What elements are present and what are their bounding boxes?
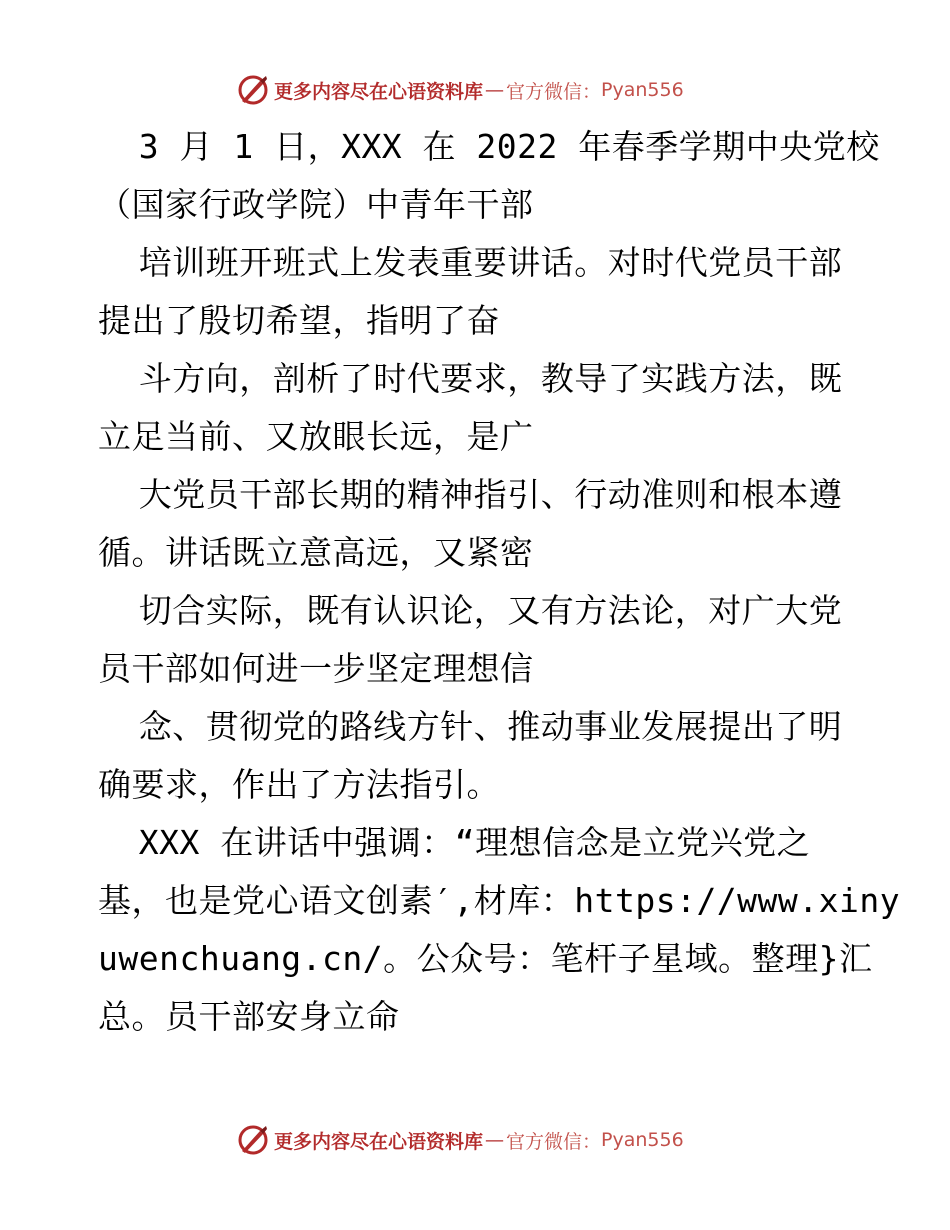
footer-banner (236, 1122, 684, 1158)
body-line: 念、贯彻党的路线方针、推动事业发展提出了明 (98, 707, 843, 746)
banner-main-text: 更多内容尽在心语资料库 (274, 80, 484, 103)
body-line: 切合实际，既有认识论，又有方法论，对广大党 (98, 591, 843, 630)
body-line: 员干部如何进一步坚定理想信 (98, 649, 534, 688)
body-line: 总。员干部安身立命 (98, 997, 400, 1036)
body-line: 确要求，作出了方法指引。 (98, 765, 500, 804)
body-line: 大党员干部长期的精神指引、行动准则和根本遵 (98, 475, 843, 514)
banner-sub-text: 官方微信： (506, 80, 602, 103)
body-line: 3 月 1 日，XXX 在 2022 年春季学期中央党校 (98, 127, 880, 166)
body-line: XXX 在讲话中强调：“理想信念是立党兴党之 (98, 823, 811, 862)
header-banner (236, 72, 684, 108)
body-line: （国家行政学院）中青年干部 (98, 185, 534, 224)
banner-handle: Pyan556 (601, 1129, 684, 1151)
banner-dash: — (485, 1129, 505, 1151)
banner-sub-text: 官方微信： (506, 1130, 602, 1153)
body-line: uwenchuang.cn/。公众号：笔杆子星域。整理}汇 (98, 939, 873, 978)
body-line: 培训班开班式上发表重要讲话。对时代党员干部 (98, 243, 843, 282)
body-line: 循。讲话既立意高远，又紧密 (98, 533, 534, 572)
quill-circle-icon (236, 73, 270, 107)
banner-dash: — (485, 79, 505, 101)
body-line: 基，也是党心语文创素′,材库：https://www.xiny (98, 881, 901, 920)
quill-circle-icon (236, 1123, 270, 1157)
body-line: 提出了殷切希望，指明了奋 (98, 301, 500, 340)
document-body (98, 118, 901, 1046)
body-line: 立足当前、又放眼长远，是广 (98, 417, 534, 456)
banner-handle: Pyan556 (601, 79, 684, 101)
body-line: 斗方向，剖析了时代要求，教导了实践方法，既 (98, 359, 843, 398)
banner-main-text: 更多内容尽在心语资料库 (274, 1130, 484, 1153)
